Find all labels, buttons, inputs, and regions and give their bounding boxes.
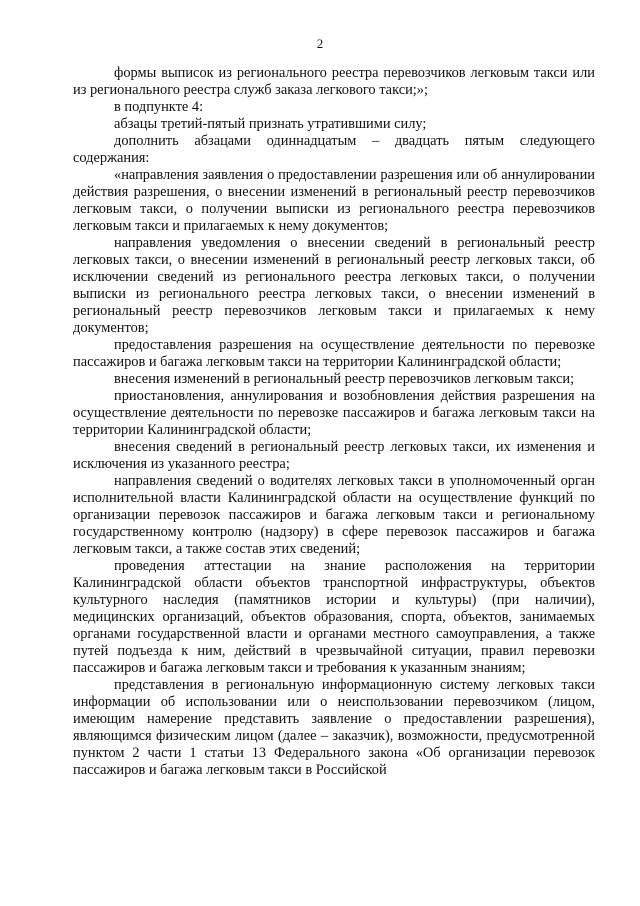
paragraph-13: представления в региональную информационную систему легковых такси информации об использовании или о неиспользовании перевозчиком (лицом, имеющим намерение представить заявление о предоставлении разрешения), являющимся физическим лицом (далее – заказчик), возможности, предусмотренной пунктом 2 части 1 статьи 13 Федерального закона «Об организации перевозок пассажиров и багажа легковым такси в Российской — [73, 677, 595, 778]
paragraph-4: дополнить абзацами одиннадцатым – двадцать пятым следующего содержания: — [73, 133, 595, 166]
paragraph-7: предоставления разрешения на осуществление деятельности по перевозке пассажиров и багажа легковым такси на территории Калининградской области; — [73, 337, 595, 370]
paragraph-10: внесения сведений в региональный реестр легковых такси, их изменения и исключения из указанного реестра; — [73, 439, 595, 472]
paragraph-3: абзацы третий-пятый признать утратившими силу; — [114, 116, 427, 132]
page-number: 2 — [316, 36, 324, 51]
paragraph-11: направления сведений о водителях легковых такси в уполномоченный орган исполнительной власти Калининградской области на осуществление функций по организации перевозок пассажиров и багажа легковым такси и региональному государственному контролю (надзору) в сфере перевозок пассажиров и багажа легковым такси, а также состав этих сведений; — [73, 473, 595, 557]
paragraph-9: приостановления, аннулирования и возобновления действия разрешения на осуществление деятельности по перевозке пассажиров и багажа легковым такси на территории Калининградской области; — [73, 388, 595, 438]
paragraph-6: направления уведомления о внесении сведений в региональный реестр легковых такси, о внесении изменений в региональный реестр легковых такси, об исключении сведений из регионального реестра легковых такси, о получении выписки из регионального реестра легковых такси, о внесении изменений в региональный реестр перевозчиков легковым такси и прилагаемых к нему документов; — [73, 235, 595, 336]
paragraph-8: внесения изменений в региональный реестр перевозчиков легковым такси; — [114, 371, 575, 387]
document-text — [73, 65, 595, 779]
paragraph-5: «направления заявления о предоставлении разрешения или об аннулировании действия разрешения, о внесении изменений в региональный реестр перевозчиков легковым такси, о получении выписки из регионального реестра перевозчиков легковым такси и прилагаемых к нему документов; — [73, 167, 595, 234]
paragraph-12: проведения аттестации на знание расположения на территории Калининградской области объектов транспортной инфраструктуры, объектов культурного наследия (памятников истории и культуры) (при наличии), медицинских организаций, объектов образования, спорта, объектов, занимаемых органами государственной власти и органами местного самоуправления, а также путей подъезда к ним, действий в чрезвычайной ситуации, правил перевозки пассажиров и багажа легковым такси и требования к указанным знаниям; — [73, 558, 595, 676]
paragraph-2: в подпункте 4: — [114, 99, 204, 115]
paragraph-1: формы выписок из регионального реестра перевозчиков легковым такси или из регионального реестра служб заказа легкового такси;»; — [73, 65, 595, 98]
